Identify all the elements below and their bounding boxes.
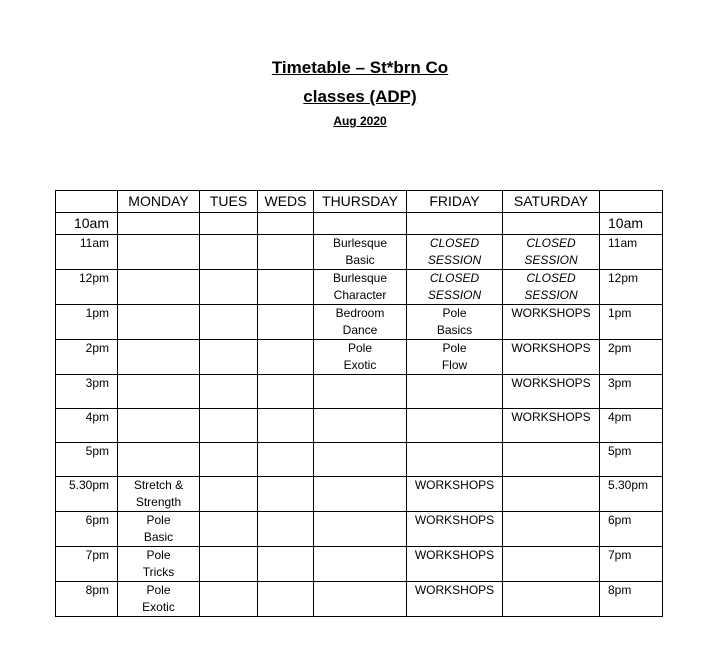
- class-label: Exotic: [142, 600, 175, 614]
- class-label: WORKSHOPS: [511, 376, 591, 390]
- class-label: Pole: [442, 306, 467, 320]
- cell-monday: [118, 512, 200, 547]
- time-cell-left: 5pm: [56, 443, 118, 477]
- cell-thursday: [314, 213, 407, 235]
- title-line-2: classes (ADP): [303, 87, 417, 106]
- cell-tuesday: [200, 512, 258, 547]
- class-label: Exotic: [343, 358, 377, 372]
- cell-tuesday: [200, 213, 258, 235]
- table-row: [56, 443, 663, 477]
- class-label: Bedroom: [335, 306, 385, 320]
- cell-monday: [118, 582, 200, 617]
- table-row: [56, 582, 663, 617]
- cell-friday: [407, 270, 503, 305]
- cell-monday: [118, 547, 200, 582]
- cell-saturday: [503, 213, 600, 235]
- cell-tuesday: [200, 443, 258, 477]
- class-label: CLOSED: [429, 271, 480, 285]
- time-cell-right: 5pm: [600, 443, 663, 477]
- cell-wednesday: [258, 547, 314, 582]
- header-monday: MONDAY: [118, 191, 200, 213]
- time-cell-left: 6pm: [56, 512, 118, 547]
- cell-monday: [118, 213, 200, 235]
- table-row: [56, 340, 663, 375]
- class-label: Character: [333, 288, 387, 302]
- class-label: CLOSED: [526, 271, 576, 285]
- cell-thursday: [314, 270, 407, 305]
- cell-saturday: [503, 512, 600, 547]
- timetable-body: [56, 191, 663, 617]
- cell-thursday: [314, 547, 407, 582]
- time-cell-right: 8pm: [600, 582, 663, 617]
- cell-saturday: [503, 270, 600, 305]
- cell-monday: [118, 409, 200, 443]
- header-row: [56, 191, 663, 213]
- timetable: [55, 190, 663, 617]
- cell-wednesday: [258, 235, 314, 270]
- time-cell-left: 7pm: [56, 547, 118, 582]
- time-cell-right: 3pm: [600, 375, 663, 409]
- cell-friday: [407, 512, 503, 547]
- time-cell-right: 10am: [600, 213, 663, 235]
- cell-saturday: [503, 547, 600, 582]
- header-time-right: [600, 191, 663, 213]
- time-cell-right: 5.30pm: [600, 477, 663, 512]
- cell-wednesday: [258, 305, 314, 340]
- cell-monday: [118, 443, 200, 477]
- cell-wednesday: [258, 375, 314, 409]
- cell-friday: [407, 213, 503, 235]
- header-saturday: SATURDAY: [503, 191, 600, 213]
- cell-thursday: [314, 582, 407, 617]
- cell-friday: [407, 375, 503, 409]
- table-row: [56, 213, 663, 235]
- table-row: [56, 547, 663, 582]
- table-row: [56, 512, 663, 547]
- cell-friday: [407, 340, 503, 375]
- cell-saturday: [503, 443, 600, 477]
- cell-saturday: [503, 235, 600, 270]
- cell-wednesday: [258, 582, 314, 617]
- class-label: CLOSED: [526, 236, 576, 250]
- cell-monday: [118, 270, 200, 305]
- time-cell-left: 5.30pm: [56, 477, 118, 512]
- time-cell-left: 3pm: [56, 375, 118, 409]
- cell-saturday: [503, 582, 600, 617]
- class-label: WORKSHOPS: [511, 410, 591, 424]
- class-label: Dance: [342, 323, 378, 337]
- cell-wednesday: [258, 512, 314, 547]
- time-cell-right: 1pm: [600, 305, 663, 340]
- class-label: SESSION: [524, 288, 578, 302]
- cell-thursday: [314, 512, 407, 547]
- class-label: Tricks: [142, 565, 175, 579]
- class-label: WORKSHOPS: [414, 583, 495, 597]
- cell-thursday: [314, 409, 407, 443]
- cell-tuesday: [200, 235, 258, 270]
- class-label: SESSION: [524, 253, 578, 267]
- cell-wednesday: [258, 270, 314, 305]
- cell-friday: [407, 582, 503, 617]
- time-cell-left: 8pm: [56, 582, 118, 617]
- time-cell-left: 4pm: [56, 409, 118, 443]
- cell-wednesday: [258, 443, 314, 477]
- table-row: [56, 477, 663, 512]
- class-label: CLOSED: [429, 236, 480, 250]
- cell-tuesday: [200, 305, 258, 340]
- class-label: Burlesque: [332, 236, 388, 250]
- cell-thursday: [314, 340, 407, 375]
- header-time-left: [56, 191, 118, 213]
- time-cell-right: 12pm: [600, 270, 663, 305]
- class-label: WORKSHOPS: [511, 306, 591, 320]
- time-cell-left: 10am: [56, 213, 118, 235]
- cell-tuesday: [200, 375, 258, 409]
- cell-monday: [118, 340, 200, 375]
- time-cell-left: 12pm: [56, 270, 118, 305]
- cell-monday: [118, 477, 200, 512]
- time-cell-right: 4pm: [600, 409, 663, 443]
- header-wednesday: WEDS: [258, 191, 314, 213]
- cell-saturday: [503, 305, 600, 340]
- table-row: [56, 409, 663, 443]
- class-label: Strength: [135, 495, 182, 509]
- cell-tuesday: [200, 477, 258, 512]
- class-label: Stretch &: [133, 478, 184, 492]
- time-cell-right: 2pm: [600, 340, 663, 375]
- class-label: Pole: [146, 513, 171, 527]
- cell-friday: [407, 477, 503, 512]
- cell-friday: [407, 443, 503, 477]
- cell-tuesday: [200, 270, 258, 305]
- cell-saturday: [503, 409, 600, 443]
- time-cell-left: 11am: [56, 235, 118, 270]
- cell-wednesday: [258, 340, 314, 375]
- class-label: Pole: [442, 341, 467, 355]
- cell-thursday: [314, 305, 407, 340]
- class-label: Basic: [345, 253, 375, 267]
- cell-monday: [118, 235, 200, 270]
- cell-friday: [407, 409, 503, 443]
- cell-friday: [407, 235, 503, 270]
- cell-thursday: [314, 443, 407, 477]
- cell-saturday: [503, 375, 600, 409]
- table-row: [56, 235, 663, 270]
- cell-thursday: [314, 235, 407, 270]
- class-label: Basic: [143, 530, 174, 544]
- cell-tuesday: [200, 409, 258, 443]
- cell-wednesday: [258, 409, 314, 443]
- class-label: Flow: [441, 358, 468, 372]
- cell-friday: [407, 305, 503, 340]
- class-label: Pole: [347, 341, 373, 355]
- time-cell-right: 7pm: [600, 547, 663, 582]
- table-row: [56, 375, 663, 409]
- cell-tuesday: [200, 582, 258, 617]
- subtitle-date: Aug 2020: [333, 114, 387, 128]
- cell-thursday: [314, 375, 407, 409]
- time-cell-right: 11am: [600, 235, 663, 270]
- class-label: Basics: [436, 323, 473, 337]
- class-label: Burlesque: [332, 271, 388, 285]
- class-label: SESSION: [427, 253, 482, 267]
- class-label: SESSION: [427, 288, 482, 302]
- cell-tuesday: [200, 340, 258, 375]
- header-friday: FRIDAY: [407, 191, 503, 213]
- table-row: [56, 270, 663, 305]
- cell-friday: [407, 547, 503, 582]
- time-cell-right: 6pm: [600, 512, 663, 547]
- class-label: WORKSHOPS: [414, 478, 495, 492]
- cell-monday: [118, 305, 200, 340]
- cell-tuesday: [200, 547, 258, 582]
- header-thursday: THURSDAY: [314, 191, 407, 213]
- class-label: WORKSHOPS: [414, 513, 495, 527]
- cell-monday: [118, 375, 200, 409]
- class-label: Pole: [146, 583, 171, 597]
- cell-saturday: [503, 340, 600, 375]
- title-line-1: Timetable – St*brn Co: [271, 58, 449, 77]
- table-row: [56, 305, 663, 340]
- class-label: WORKSHOPS: [414, 548, 495, 562]
- cell-wednesday: [258, 213, 314, 235]
- header-tuesday: TUES: [200, 191, 258, 213]
- cell-wednesday: [258, 477, 314, 512]
- class-label: WORKSHOPS: [511, 341, 591, 355]
- cell-saturday: [503, 477, 600, 512]
- cell-thursday: [314, 477, 407, 512]
- time-cell-left: 1pm: [56, 305, 118, 340]
- time-cell-left: 2pm: [56, 340, 118, 375]
- class-label: Pole: [146, 548, 171, 562]
